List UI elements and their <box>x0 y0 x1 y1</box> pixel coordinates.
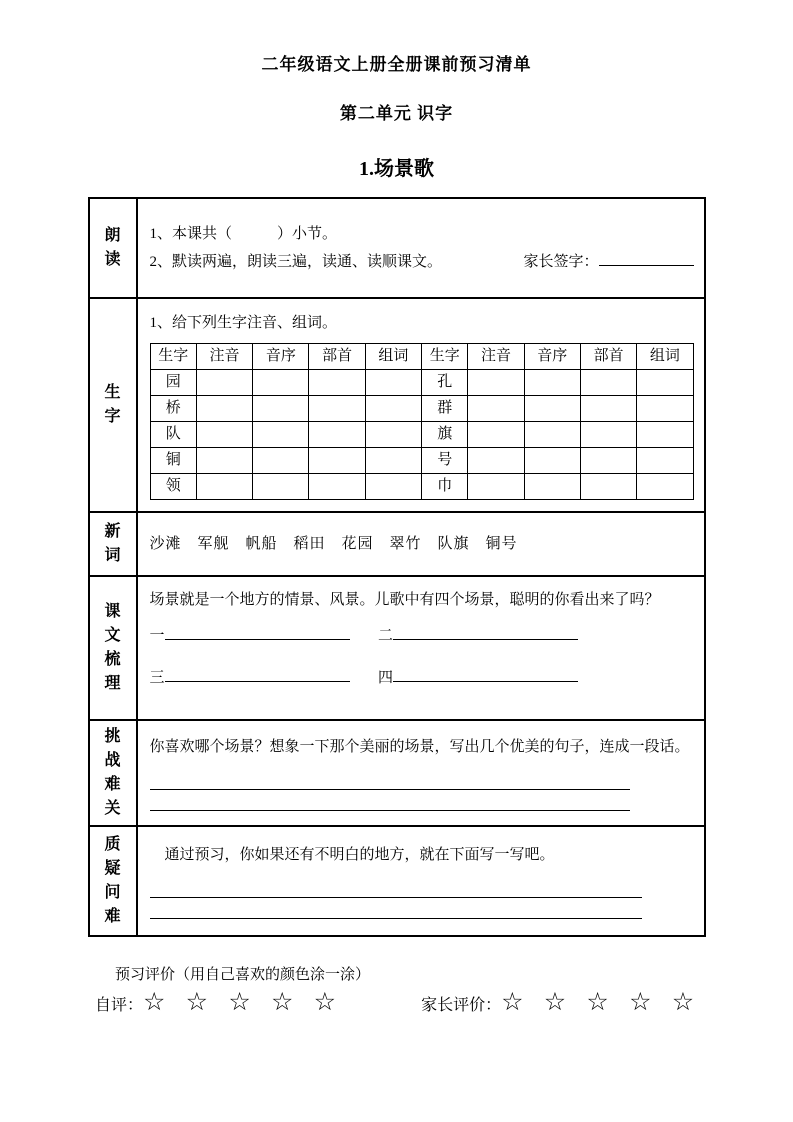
section-label-challenge <box>89 720 137 826</box>
section-label-chars <box>89 298 137 512</box>
char-table-empty-cell <box>524 395 580 421</box>
char-table-empty-cell <box>580 473 636 499</box>
signature-line <box>599 252 694 266</box>
outline-blank-line <box>393 626 578 640</box>
section-label-words <box>89 512 137 576</box>
char-table-empty-cell <box>196 369 252 395</box>
section-label-text: 质疑问难 <box>104 836 121 925</box>
section-label-text: 朗读 <box>104 227 121 268</box>
blank-line <box>150 898 642 919</box>
char-table-empty-cell <box>309 421 365 447</box>
char-table-row <box>150 473 693 499</box>
char-table-empty-cell <box>637 395 693 421</box>
char-table-header: 生字 <box>150 343 196 369</box>
section-content-read <box>137 198 705 298</box>
char-table-empty-cell <box>468 369 524 395</box>
new-words-list: 沙滩 军舰 帆船 稻田 花园 翠竹 队旗 铜号 <box>149 536 518 552</box>
char-table <box>150 343 694 500</box>
challenge-question: 你喜欢哪个场景？想象一下那个美丽的场景，写出几个优美的句子，连成一段话。 <box>149 739 690 755</box>
section-label-text: 挑战难关 <box>104 728 121 817</box>
question-answer-area <box>150 877 694 919</box>
char-cell: 旗 <box>421 421 467 447</box>
char-table-empty-cell <box>196 473 252 499</box>
char-table-empty-cell <box>524 447 580 473</box>
section-label-text: 课文梳理 <box>104 603 121 692</box>
outline-item <box>378 666 694 690</box>
char-table-empty-cell <box>253 395 309 421</box>
char-cell: 巾 <box>421 473 467 499</box>
char-table-empty-cell <box>637 447 693 473</box>
signature-label: 家长签字： <box>523 254 599 270</box>
char-table-empty-cell <box>637 421 693 447</box>
section-content-question <box>137 826 705 936</box>
section-label-read <box>89 198 137 298</box>
question-instruction: 通过预习，你如果还有不明白的地方，就在下面写一写吧。 <box>164 847 555 863</box>
outline-item-number: 四 <box>377 670 393 686</box>
char-cell: 桥 <box>150 395 196 421</box>
parent-rating <box>421 990 701 1015</box>
section-row-words <box>89 512 705 576</box>
char-table-header: 注音 <box>468 343 524 369</box>
section-content-challenge <box>137 720 705 826</box>
evaluation-note: 预习评价（用自己喜欢的颜色涂一涂） <box>115 967 371 983</box>
char-table-empty-cell <box>196 447 252 473</box>
char-table-empty-cell <box>365 369 421 395</box>
char-table-empty-cell <box>365 395 421 421</box>
char-table-empty-cell <box>253 447 309 473</box>
char-table-empty-cell <box>580 369 636 395</box>
section-label-outline <box>89 576 137 720</box>
char-table-empty-cell <box>196 421 252 447</box>
unit-title: 第二单元 识字 <box>339 104 454 123</box>
blank-line <box>150 769 630 790</box>
outline-item-number: 一 <box>149 628 165 644</box>
outline-item <box>378 624 694 648</box>
char-table-empty-cell <box>468 473 524 499</box>
char-table-header: 注音 <box>196 343 252 369</box>
outline-item-number: 二 <box>377 628 393 644</box>
char-table-header: 音序 <box>253 343 309 369</box>
self-rating-stars: ☆ ☆ ☆ ☆ ☆ <box>143 989 344 1016</box>
char-table-empty-cell <box>468 395 524 421</box>
section-label-question <box>89 826 137 936</box>
char-table-empty-cell <box>309 395 365 421</box>
section-row-question <box>89 826 705 936</box>
char-table-empty-cell <box>524 473 580 499</box>
signature-area <box>523 250 693 274</box>
char-table-empty-cell <box>309 447 365 473</box>
outline-item <box>150 666 378 690</box>
section-label-text: 生字 <box>104 384 121 425</box>
char-table-empty-cell <box>253 473 309 499</box>
char-cell: 群 <box>421 395 467 421</box>
char-table-empty-cell <box>309 369 365 395</box>
section-row-challenge <box>89 720 705 826</box>
char-table-empty-cell <box>309 473 365 499</box>
section-content-words <box>137 512 705 576</box>
char-table-empty-cell <box>468 421 524 447</box>
char-cell: 铜 <box>150 447 196 473</box>
char-table-row <box>150 395 693 421</box>
char-table-header: 部首 <box>309 343 365 369</box>
char-table-header: 部首 <box>580 343 636 369</box>
read-instruction-2: 2、默读两遍，朗读三遍，读通、读顺课文。 <box>149 254 443 270</box>
char-table-empty-cell <box>365 421 421 447</box>
char-table-empty-cell <box>524 369 580 395</box>
blank-line <box>150 790 630 811</box>
self-rating-label: 自评： <box>95 997 144 1014</box>
char-cell: 队 <box>150 421 196 447</box>
parent-rating-label: 家长评价： <box>421 997 502 1014</box>
outline-blank-line <box>393 668 578 682</box>
section-label-text: 新词 <box>104 523 121 564</box>
chars-instruction: 1、给下列生字注音、组词。 <box>149 314 338 331</box>
char-table-empty-cell <box>253 369 309 395</box>
section-content-outline <box>137 576 705 720</box>
char-table-empty-cell <box>637 369 693 395</box>
parent-rating-stars: ☆ ☆ ☆ ☆ ☆ <box>501 989 702 1016</box>
char-table-header: 组词 <box>365 343 421 369</box>
char-table-row <box>150 369 693 395</box>
char-table-empty-cell <box>365 447 421 473</box>
read-instruction-1: 1、本课共（ ）小节。 <box>149 226 338 242</box>
outline-blank-line <box>165 668 350 682</box>
outline-item <box>150 624 378 648</box>
section-row-read <box>89 198 705 298</box>
section-content-chars <box>137 298 705 512</box>
char-table-empty-cell <box>468 447 524 473</box>
challenge-answer-area <box>150 769 694 811</box>
char-cell: 领 <box>150 473 196 499</box>
section-row-outline <box>89 576 705 720</box>
char-table-header: 生字 <box>421 343 467 369</box>
char-table-row <box>150 447 693 473</box>
char-cell: 孔 <box>421 369 467 395</box>
page-title: 二年级语文上册全册课前预习清单 <box>261 55 532 74</box>
blank-line <box>150 877 642 898</box>
section-row-chars <box>89 298 705 512</box>
char-table-header: 音序 <box>524 343 580 369</box>
char-table-empty-cell <box>196 395 252 421</box>
evaluation-footer <box>0 963 793 1015</box>
char-table-header-row <box>150 343 693 369</box>
outline-item-number: 三 <box>149 670 165 686</box>
outline-answer-area <box>150 624 694 708</box>
char-table-row <box>150 421 693 447</box>
rating-row <box>0 990 793 1015</box>
outline-question: 场景就是一个地方的情景、风景。儿歌中有四个场景，聪明的你看出来了吗？ <box>149 592 660 608</box>
char-cell: 园 <box>150 369 196 395</box>
char-cell: 号 <box>421 447 467 473</box>
worksheet-table <box>88 197 706 937</box>
char-table-empty-cell <box>253 421 309 447</box>
char-table-empty-cell <box>580 447 636 473</box>
char-table-header: 组词 <box>637 343 693 369</box>
char-table-empty-cell <box>365 473 421 499</box>
char-table-empty-cell <box>580 395 636 421</box>
char-table-empty-cell <box>637 473 693 499</box>
char-table-empty-cell <box>524 421 580 447</box>
self-rating <box>95 990 343 1015</box>
outline-blank-line <box>165 626 350 640</box>
char-table-empty-cell <box>580 421 636 447</box>
lesson-title: 1.场景歌 <box>359 158 434 180</box>
